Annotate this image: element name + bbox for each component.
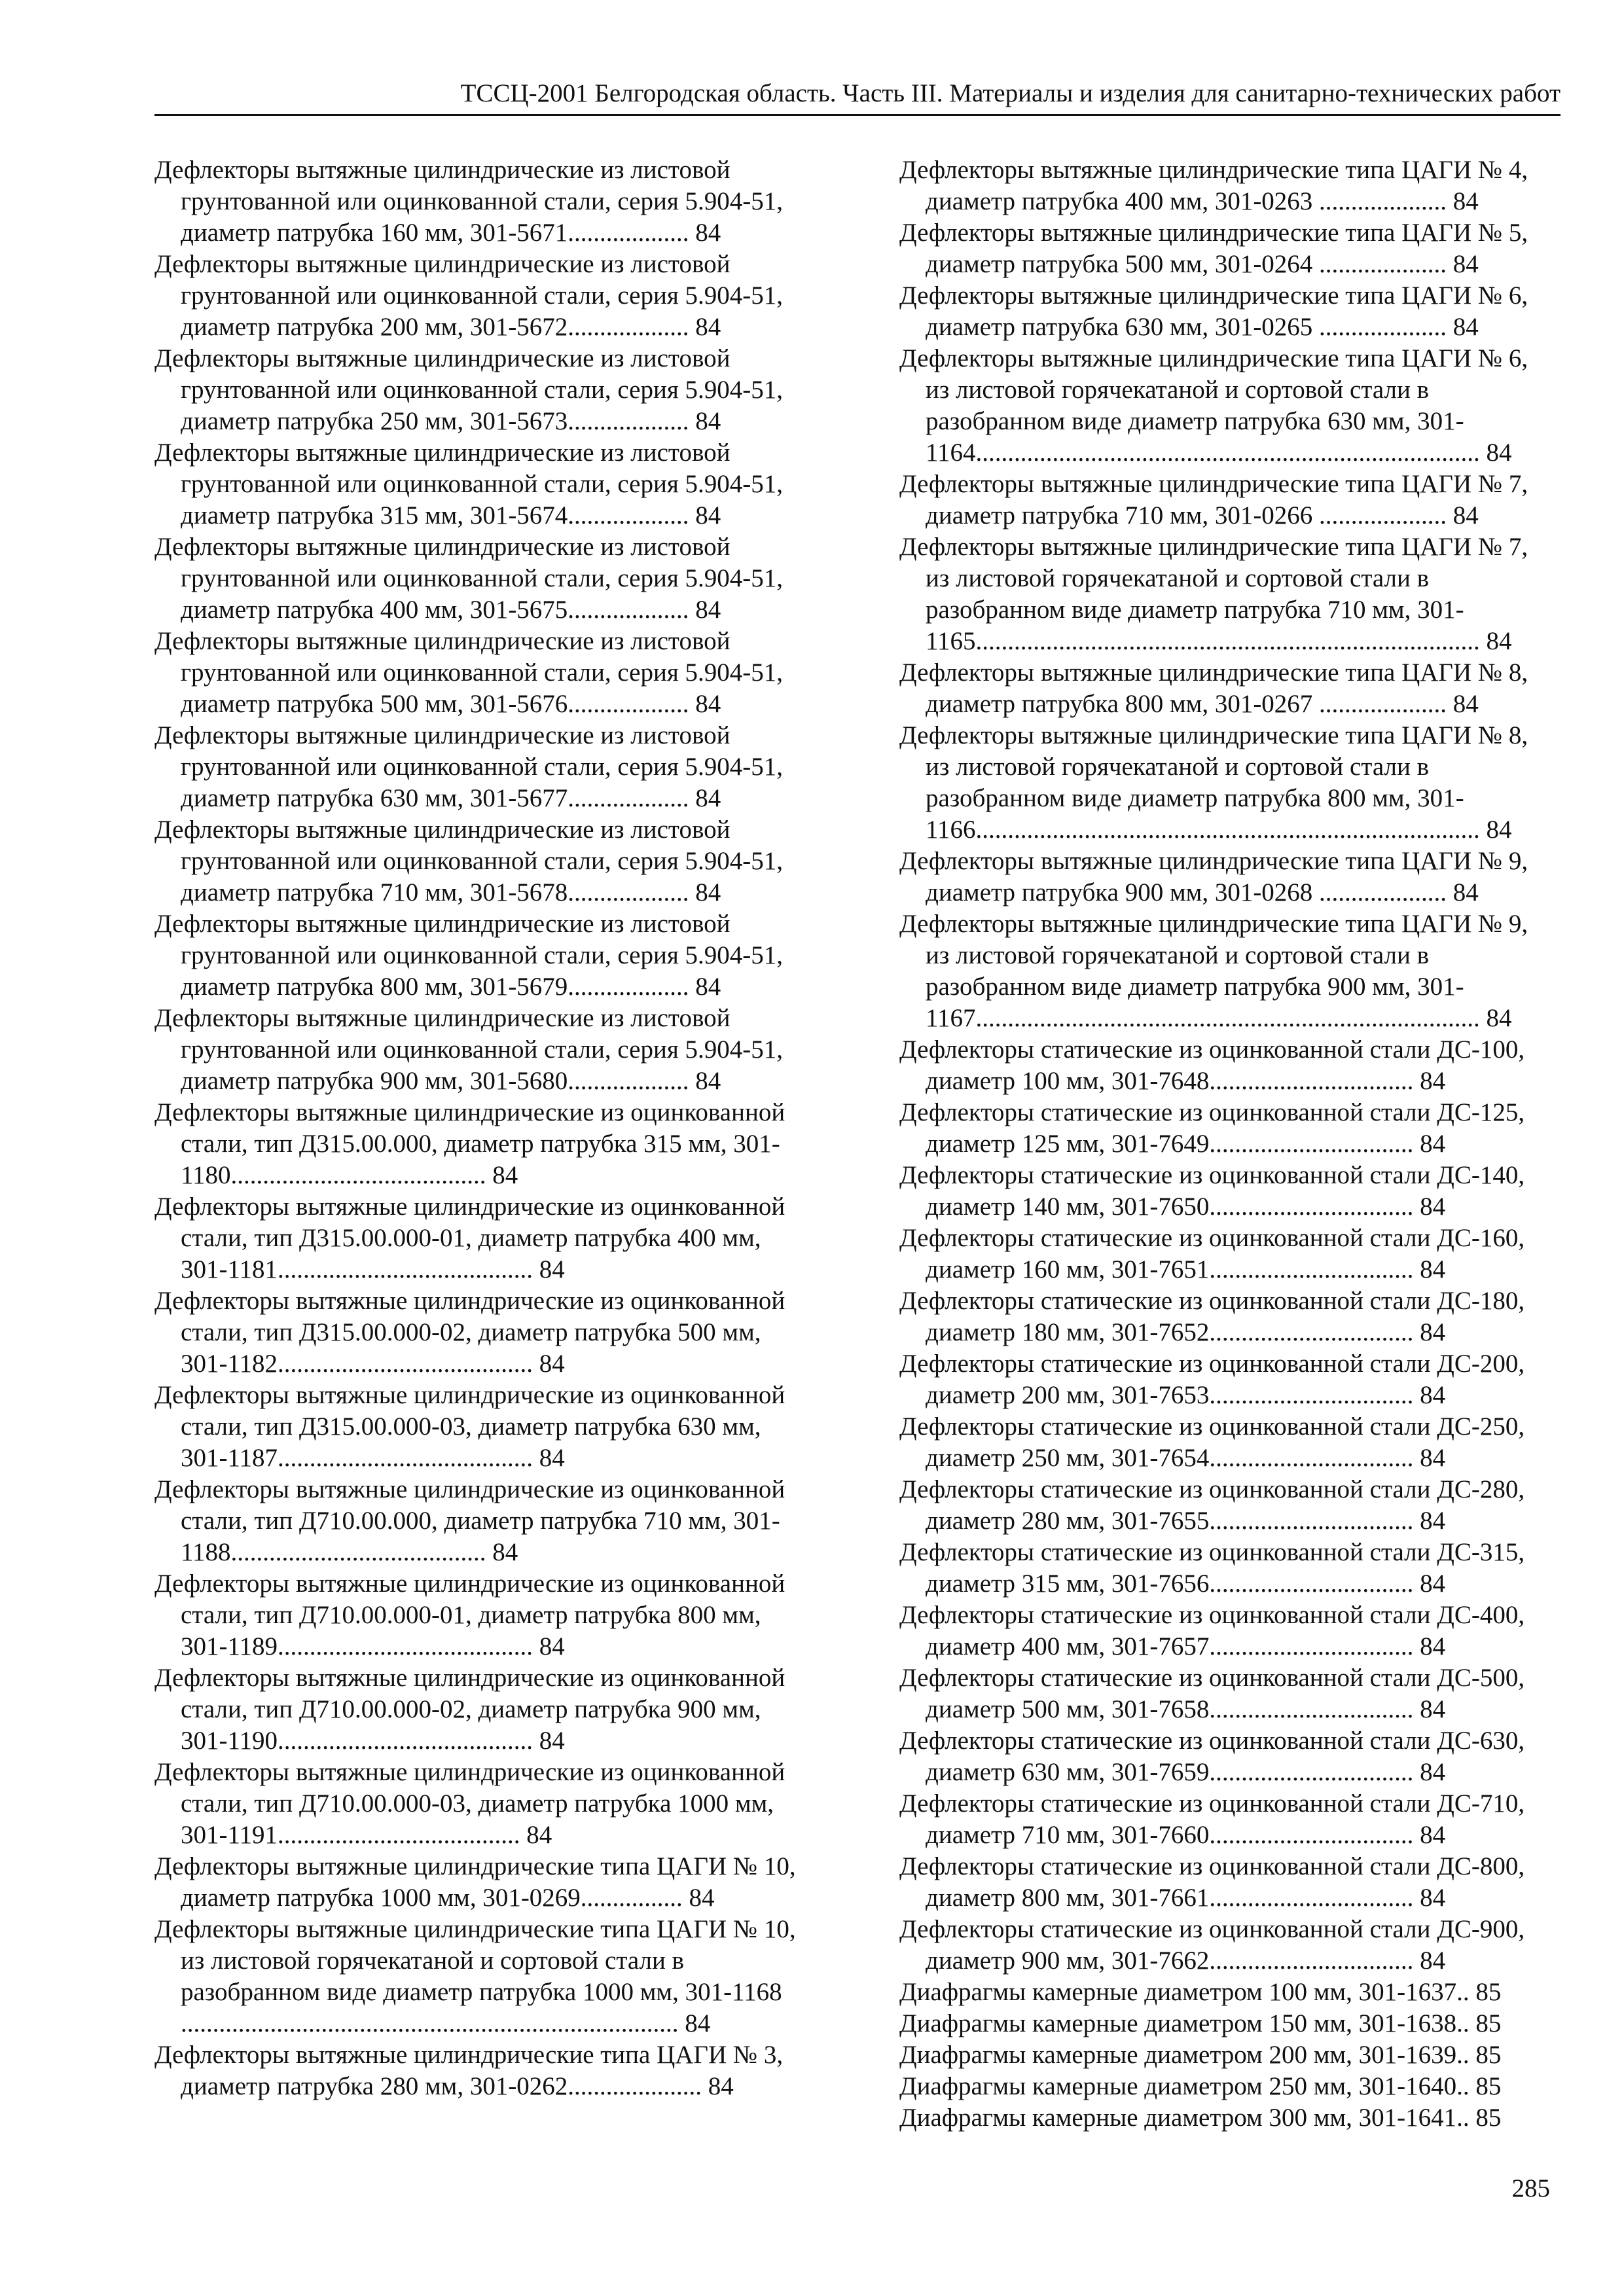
index-entry: Дефлекторы вытяжные цилиндрические из листовой грунтованной или оцинкованной стали, серия 5.904-51, диаметр патрубка 710 мм, 301-5678................... 84 — [154, 816, 784, 906]
index-entry: Дефлекторы статические из оцинкованной стали ДС-800, диаметр 800 мм, 301-7661................................ 84 — [899, 1852, 1525, 1912]
index-entry: Дефлекторы вытяжные цилиндрические из оцинкованной стали, тип Д710.00.000-01, диаметр патрубка 800 мм, 301-1189........................................ 84 — [154, 1570, 785, 1660]
index-entry: Дефлекторы статические из оцинкованной стали ДС-180, диаметр 180 мм, 301-7652................................ 84 — [899, 1287, 1525, 1346]
index-entry: Дефлекторы статические из оцинкованной стали ДС-630, диаметр 630 мм, 301-7659................................ 84 — [899, 1727, 1525, 1786]
index-entry: Дефлекторы вытяжные цилиндрические типа ЦАГИ № 5, диаметр патрубка 500 мм, 301-0264 .................... 84 — [899, 219, 1528, 278]
index-entry: Дефлекторы статические из оцинкованной стали ДС-280, диаметр 280 мм, 301-7655................................ 84 — [899, 1475, 1525, 1535]
index-entry: Дефлекторы вытяжные цилиндрические типа ЦАГИ № 4, диаметр патрубка 400 мм, 301-0263 .................... 84 — [899, 156, 1528, 215]
index-entry: Дефлекторы вытяжные цилиндрические из оцинкованной стали, тип Д710.00.000-02, диаметр патрубка 900 мм, 301-1190........................................ 84 — [154, 1664, 785, 1755]
index-entry: Дефлекторы статические из оцинкованной стали ДС-710, диаметр 710 мм, 301-7660................................ 84 — [899, 1789, 1525, 1849]
index-entry: Дефлекторы статические из оцинкованной стали ДС-125, диаметр 125 мм, 301-7649................................ 84 — [899, 1098, 1525, 1158]
index-entry: Дефлекторы статические из оцинкованной стали ДС-200, диаметр 200 мм, 301-7653................................ 84 — [899, 1350, 1525, 1409]
index-entry: Дефлекторы вытяжные цилиндрические типа ЦАГИ № 6, диаметр патрубка 630 мм, 301-0265 .................... 84 — [899, 281, 1528, 341]
index-entry: Дефлекторы вытяжные цилиндрические из оцинкованной стали, тип Д315.00.000, диаметр патрубка 315 мм, 301-1180........................................ 84 — [154, 1098, 785, 1189]
index-entry: Дефлекторы вытяжные цилиндрические типа ЦАГИ № 8, диаметр патрубка 800 мм, 301-0267 .................... 84 — [899, 658, 1528, 718]
index-entry: Дефлекторы вытяжные цилиндрические из листовой грунтованной или оцинкованной стали, серия 5.904-51, диаметр патрубка 630 мм, 301-5677................... 84 — [154, 721, 784, 812]
index-entry: Дефлекторы вытяжные цилиндрические типа ЦАГИ № 10, из листовой горячекатаной и сортовой стали в разобранном виде диаметр патрубка 1000 мм, 301-1168 .............................................................................. 84 — [154, 1915, 796, 2037]
index-entry: Дефлекторы статические из оцинкованной стали ДС-160, диаметр 160 мм, 301-7651................................ 84 — [899, 1224, 1525, 1283]
index-entry: Дефлекторы вытяжные цилиндрические из листовой грунтованной или оцинкованной стали, серия 5.904-51, диаметр патрубка 250 мм, 301-5673................... 84 — [154, 344, 784, 435]
index-entry: Дефлекторы статические из оцинкованной стали ДС-140, диаметр 140 мм, 301-7650................................ 84 — [899, 1161, 1525, 1221]
index-entry: Дефлекторы статические из оцинкованной стали ДС-315, диаметр 315 мм, 301-7656................................ 84 — [899, 1538, 1525, 1598]
index-entry: Дефлекторы статические из оцинкованной стали ДС-500, диаметр 500 мм, 301-7658................................ 84 — [899, 1664, 1525, 1723]
index-entry: Дефлекторы вытяжные цилиндрические из листовой грунтованной или оцинкованной стали, серия 5.904-51, диаметр патрубка 800 мм, 301-5679................... 84 — [154, 910, 784, 1001]
page-header: ТССЦ-2001 Белгородская область. Часть III. Материалы и изделия для санитарно-технических работ — [154, 77, 1561, 116]
index-column-right — [899, 154, 1550, 2134]
index-entry: Дефлекторы статические из оцинкованной стали ДС-250, диаметр 250 мм, 301-7654................................ 84 — [899, 1412, 1525, 1472]
index-entry: Дефлекторы вытяжные цилиндрические из оцинкованной стали, тип Д710.00.000, диаметр патрубка 710 мм, 301-1188........................................ 84 — [154, 1475, 785, 1566]
index-entry: Диафрагмы камерные диаметром 200 мм, 301-1639.. 85 — [899, 2041, 1502, 2069]
index-entry: Дефлекторы вытяжные цилиндрические из листовой грунтованной или оцинкованной стали, серия 5.904-51, диаметр патрубка 400 мм, 301-5675................... 84 — [154, 533, 784, 624]
index-entry: Дефлекторы вытяжные цилиндрические типа ЦАГИ № 6, из листовой горячекатаной и сортовой стали в разобранном виде диаметр патрубка 630 мм, 301-1164............................................................................... 84 — [899, 344, 1528, 467]
index-entry: Дефлекторы вытяжные цилиндрические типа ЦАГИ № 7, из листовой горячекатаной и сортовой стали в разобранном виде диаметр патрубка 710 мм, 301-1165............................................................................... 84 — [899, 533, 1528, 655]
index-entry: Дефлекторы вытяжные цилиндрические типа ЦАГИ № 9, диаметр патрубка 900 мм, 301-0268 .................... 84 — [899, 847, 1528, 906]
index-entry: Дефлекторы вытяжные цилиндрические из листовой грунтованной или оцинкованной стали, серия 5.904-51, диаметр патрубка 160 мм, 301-5671................... 84 — [154, 156, 784, 247]
index-entry: Дефлекторы вытяжные цилиндрические из оцинкованной стали, тип Д315.00.000-01, диаметр патрубка 400 мм, 301-1181........................................ 84 — [154, 1193, 785, 1283]
index-entry: Диафрагмы камерные диаметром 100 мм, 301-1637.. 85 — [899, 1978, 1502, 2006]
index-entry: Дефлекторы вытяжные цилиндрические из листовой грунтованной или оцинкованной стали, серия 5.904-51, диаметр патрубка 900 мм, 301-5680................... 84 — [154, 1004, 784, 1095]
page-number: 285 — [1511, 2174, 1550, 2202]
index-entry: Дефлекторы вытяжные цилиндрические типа ЦАГИ № 3, диаметр патрубка 280 мм, 301-0262..................... 84 — [154, 2041, 784, 2100]
index-column-left — [154, 154, 804, 2102]
index-entry: Дефлекторы статические из оцинкованной стали ДС-100, диаметр 100 мм, 301-7648................................ 84 — [899, 1035, 1525, 1095]
index-entry: Дефлекторы вытяжные цилиндрические типа ЦАГИ № 9, из листовой горячекатаной и сортовой стали в разобранном виде диаметр патрубка 900 мм, 301-1167............................................................................... 84 — [899, 910, 1528, 1032]
index-entry: Дефлекторы вытяжные цилиндрические из листовой грунтованной или оцинкованной стали, серия 5.904-51, диаметр патрубка 200 мм, 301-5672................... 84 — [154, 250, 784, 341]
index-entry: Дефлекторы вытяжные цилиндрические из оцинкованной стали, тип Д315.00.000-03, диаметр патрубка 630 мм, 301-1187........................................ 84 — [154, 1381, 785, 1472]
index-entry: Дефлекторы вытяжные цилиндрические из оцинкованной стали, тип Д315.00.000-02, диаметр патрубка 500 мм, 301-1182........................................ 84 — [154, 1287, 785, 1378]
index-entry: Диафрагмы камерные диаметром 150 мм, 301-1638.. 85 — [899, 2009, 1502, 2037]
index-entry: Дефлекторы статические из оцинкованной стали ДС-400, диаметр 400 мм, 301-7657................................ 84 — [899, 1601, 1525, 1660]
index-entry: Дефлекторы вытяжные цилиндрические типа ЦАГИ № 10, диаметр патрубка 1000 мм, 301-0269................ 84 — [154, 1852, 796, 1912]
index-entry: Диафрагмы камерные диаметром 250 мм, 301-1640.. 85 — [899, 2072, 1502, 2100]
index-entry: Дефлекторы вытяжные цилиндрические типа ЦАГИ № 7, диаметр патрубка 710 мм, 301-0266 .................... 84 — [899, 470, 1528, 529]
index-entry: Диафрагмы камерные диаметром 300 мм, 301-1641.. 85 — [899, 2104, 1502, 2132]
index-entry: Дефлекторы вытяжные цилиндрические типа ЦАГИ № 8, из листовой горячекатаной и сортовой стали в разобранном виде диаметр патрубка 800 мм, 301-1166............................................................................... 84 — [899, 721, 1528, 844]
index-entry: Дефлекторы вытяжные цилиндрические из листовой грунтованной или оцинкованной стали, серия 5.904-51, диаметр патрубка 500 мм, 301-5676................... 84 — [154, 627, 784, 718]
index-entry: Дефлекторы статические из оцинкованной стали ДС-900, диаметр 900 мм, 301-7662................................ 84 — [899, 1915, 1525, 1975]
index-entry: Дефлекторы вытяжные цилиндрические из оцинкованной стали, тип Д710.00.000-03, диаметр патрубка 1000 мм, 301-1191...................................... 84 — [154, 1758, 785, 1849]
index-entry: Дефлекторы вытяжные цилиндрические из листовой грунтованной или оцинкованной стали, серия 5.904-51, диаметр патрубка 315 мм, 301-5674................... 84 — [154, 439, 784, 529]
